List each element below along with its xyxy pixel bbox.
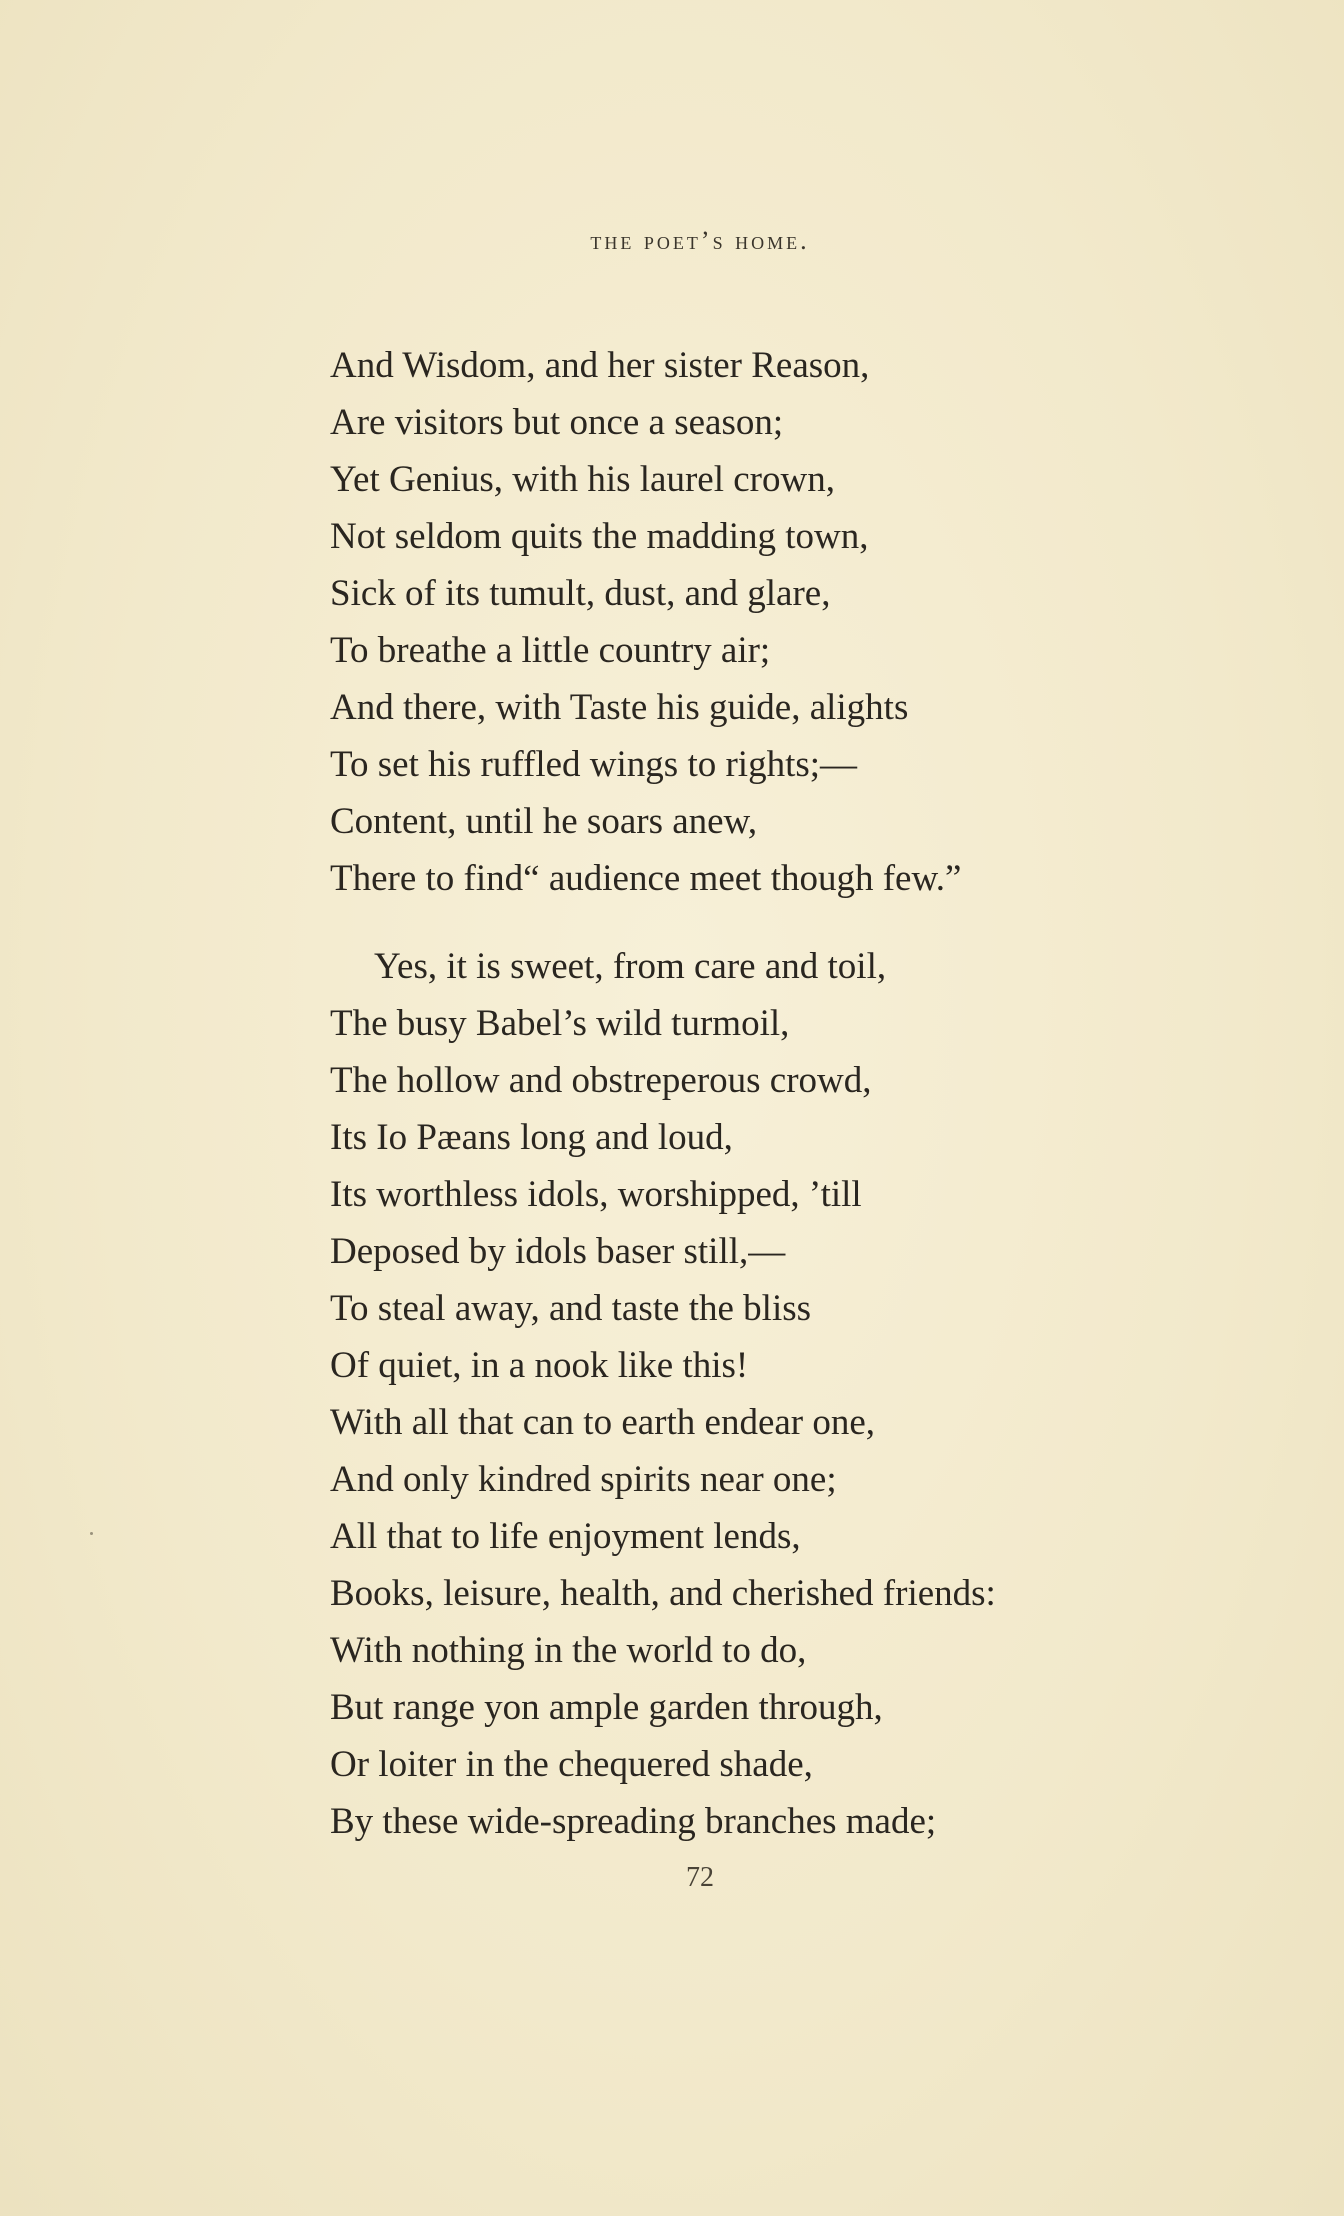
verse-line: The busy Babel’s wild turmoil, — [330, 1003, 790, 1044]
running-head: the poet’s home. — [590, 226, 810, 255]
verse-line: With nothing in the world to do, — [330, 1630, 807, 1671]
verse-line: Not seldom quits the madding town, — [330, 516, 869, 557]
verse-line: Books, leisure, health, and cherished friends: — [330, 1573, 996, 1614]
verse-line: To set his ruffled wings to rights;— — [330, 744, 858, 785]
verse-line: And there, with Taste his guide, alights — [330, 687, 909, 728]
verse-line: All that to life enjoyment lends, — [330, 1516, 801, 1557]
paper-speck — [90, 1532, 93, 1535]
verse-line: Deposed by idols baser still,— — [330, 1231, 786, 1272]
verse-line: Its worthless idols, worshipped, ’till — [330, 1174, 862, 1215]
verse-line: By these wide-spreading branches made; — [330, 1801, 937, 1842]
verse-line: And only kindred spirits near one; — [330, 1459, 837, 1500]
verse-line: Content, until he soars anew, — [330, 801, 758, 842]
verse-line: Of quiet, in a nook like this! — [330, 1345, 749, 1386]
verse-line: Yet Genius, with his laurel crown, — [330, 459, 835, 500]
verse-line: To breathe a little country air; — [330, 630, 771, 671]
verse-line: Sick of its tumult, dust, and glare, — [330, 573, 831, 614]
stanza-1 — [330, 337, 1230, 907]
verse-line: And Wisdom, and her sister Reason, — [330, 345, 870, 386]
verse-line: The hollow and obstreperous crowd, — [330, 1060, 872, 1101]
verse-line: To steal away, and taste the bliss — [330, 1288, 812, 1329]
verse-line: Yes, it is sweet, from care and toil, — [374, 946, 887, 987]
verse-line: But range yon ample garden through, — [330, 1687, 883, 1728]
verse-line: Its Io Pæans long and loud, — [330, 1117, 733, 1158]
verse-line: With all that can to earth endear one, — [330, 1402, 876, 1443]
verse-line: Or loiter in the chequered shade, — [330, 1744, 813, 1785]
stanza-2 — [330, 938, 1230, 1850]
page-number: 72 — [686, 1862, 714, 1893]
verse-line: There to find“ audience meet though few.” — [330, 858, 962, 899]
verse-line: Are visitors but once a season; — [330, 402, 784, 443]
